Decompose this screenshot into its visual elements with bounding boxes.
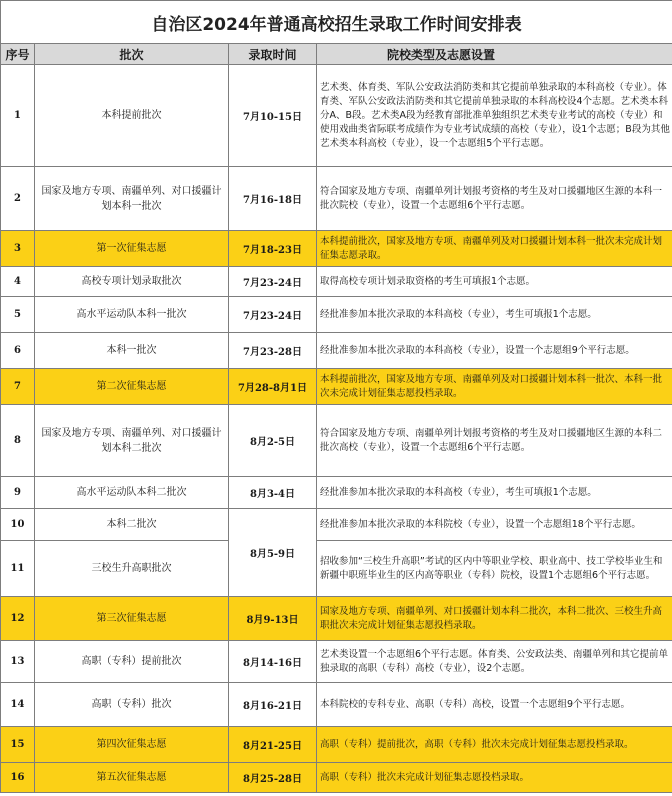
row-seq: 14: [1, 683, 35, 727]
row-batch: 本科提前批次: [35, 65, 229, 167]
row-seq: 16: [1, 763, 35, 793]
row-batch: 第五次征集志愿: [35, 763, 229, 793]
table-row: [1, 65, 672, 167]
row-batch: 高水平运动队本科二批次: [35, 477, 229, 509]
row-seq: 10: [1, 509, 35, 541]
row-desc: 高职（专科）批次未完成计划征集志愿投档录取。: [317, 763, 672, 793]
row-batch: 高职（专科）批次: [35, 683, 229, 727]
row-time: 7月23-24日: [229, 297, 317, 333]
row-desc: 招收参加“三校生升高职”考试的区内中等职业学校、职业高中、技工学校毕业生和新疆中职班毕业生的区内高等职业（专科）院校，设置1个志愿组6个平行志愿。: [317, 541, 672, 597]
row-batch: 国家及地方专项、南疆单列、对口援疆计划本科一批次: [35, 167, 229, 231]
table-row: [1, 333, 672, 369]
table-header: [1, 44, 672, 65]
table-row: [1, 541, 672, 597]
table-row: [1, 763, 672, 793]
row-time: 8月25-28日: [229, 763, 317, 793]
row-desc: 经批准参加本批次录取的本科院校（专业），设置一个志愿组18个平行志愿。: [317, 509, 672, 541]
row-seq: 3: [1, 231, 35, 267]
row-time: 8月14-16日: [229, 641, 317, 683]
row-desc: 高职（专科）提前批次，高职（专科）批次未完成计划征集志愿投档录取。: [317, 727, 672, 763]
row-time: 7月23-24日: [229, 267, 317, 297]
row-batch: 高水平运动队本科一批次: [35, 297, 229, 333]
table-row: [1, 231, 672, 267]
row-seq: 7: [1, 369, 35, 405]
row-seq: 2: [1, 167, 35, 231]
row-seq: 8: [1, 405, 35, 477]
row-desc: 经批准参加本批次录取的本科高校（专业），考生可填报1个志愿。: [317, 477, 672, 509]
row-seq: 11: [1, 541, 35, 597]
table-row: [1, 727, 672, 763]
table-row: [1, 369, 672, 405]
row-batch: 本科一批次: [35, 333, 229, 369]
row-desc: 经批准参加本批次录取的本科高校（专业），设置一个志愿组9个平行志愿。: [317, 333, 672, 369]
row-batch: 第一次征集志愿: [35, 231, 229, 267]
row-seq: 1: [1, 65, 35, 167]
row-seq: 5: [1, 297, 35, 333]
row-time: 8月16-21日: [229, 683, 317, 727]
row-desc: 符合国家及地方专项、南疆单列计划报考资格的考生及对口援疆地区生源的本科一批次院校（专业），设置一个志愿组6个平行志愿。: [317, 167, 672, 231]
table-row: [1, 297, 672, 333]
table-row: [1, 405, 672, 477]
table-row: [1, 477, 672, 509]
row-time: 8月3-4日: [229, 477, 317, 509]
header-time: 录取时间: [229, 44, 317, 65]
row-seq: 12: [1, 597, 35, 641]
row-desc: 艺术类、体育类、军队公安政法消防类和其它提前单独录取的本科高校（专业）。体育类、军队公安政法消防类和其它提前单独录取的本科高校设4个志愿。艺术类本科分A、B段。艺术类A段为经教育部批准单独组织艺术类专业考试的高校（专业）和使用戏曲类省际联考成绩作为专业考试成绩的高校（专业），设1个志愿；B段为其他艺术类本科高校（专业），设一个志愿组5个平行志愿。: [317, 65, 672, 167]
row-batch: 第二次征集志愿: [35, 369, 229, 405]
row-seq: 9: [1, 477, 35, 509]
row-desc: 艺术类设置一个志愿组6个平行志愿。体育类、公安政法类、南疆单列和其它提前单独录取的高职（专科）高校（专业），设2个志愿。: [317, 641, 672, 683]
row-time: 7月23-28日: [229, 333, 317, 369]
row-time: 8月2-5日: [229, 405, 317, 477]
row-desc: 本科提前批次，国家及地方专项、南疆单列及对口援疆计划本科一批次未完成计划征集志愿录取。: [317, 231, 672, 267]
row-seq: 15: [1, 727, 35, 763]
header-desc: 院校类型及志愿设置: [317, 44, 672, 65]
row-batch: 高校专项计划录取批次: [35, 267, 229, 297]
table-row: [1, 641, 672, 683]
row-time: 7月16-18日: [229, 167, 317, 231]
table-row: [1, 683, 672, 727]
row-desc: 经批准参加本批次录取的本科高校（专业），考生可填报1个志愿。: [317, 297, 672, 333]
row-seq: 13: [1, 641, 35, 683]
header-batch: 批次: [35, 44, 229, 65]
row-batch: 三校生升高职批次: [35, 541, 229, 597]
row-time: 8月5-9日: [229, 509, 317, 597]
row-batch: 国家及地方专项、南疆单列、对口援疆计划本科二批次: [35, 405, 229, 477]
row-time: 8月21-25日: [229, 727, 317, 763]
row-time: 7月10-15日: [229, 65, 317, 167]
row-time: 7月28-8月1日: [229, 369, 317, 405]
row-batch: 高职（专科）提前批次: [35, 641, 229, 683]
row-time: 8月9-13日: [229, 597, 317, 641]
row-desc: 取得高校专项计划录取资格的考生可填报1个志愿。: [317, 267, 672, 297]
row-batch: 本科二批次: [35, 509, 229, 541]
row-batch: 第四次征集志愿: [35, 727, 229, 763]
table-row: [1, 167, 672, 231]
page-title: 自治区2024年普通高校招生录取工作时间安排表: [1, 1, 672, 44]
table-row: [1, 267, 672, 297]
table-row: [1, 509, 672, 541]
header-seq: 序号: [1, 44, 35, 65]
row-desc: 国家及地方专项、南疆单列、对口援疆计划本科二批次，本科二批次、三校生升高职批次未完成计划征集志愿投档录取。: [317, 597, 672, 641]
row-seq: 6: [1, 333, 35, 369]
row-batch: 第三次征集志愿: [35, 597, 229, 641]
table-row: [1, 597, 672, 641]
row-desc: 本科院校的专科专业、高职（专科）高校，设置一个志愿组9个平行志愿。: [317, 683, 672, 727]
row-desc: 符合国家及地方专项、南疆单列计划报考资格的考生及对口援疆地区生源的本科二批次高校（专业），设置一个志愿组6个平行志愿。: [317, 405, 672, 477]
row-seq: 4: [1, 267, 35, 297]
row-desc: 本科提前批次，国家及地方专项、南疆单列及对口援疆计划本科一批次、本科一批次未完成计划征集志愿投档录取。: [317, 369, 672, 405]
row-time: 7月18-23日: [229, 231, 317, 267]
